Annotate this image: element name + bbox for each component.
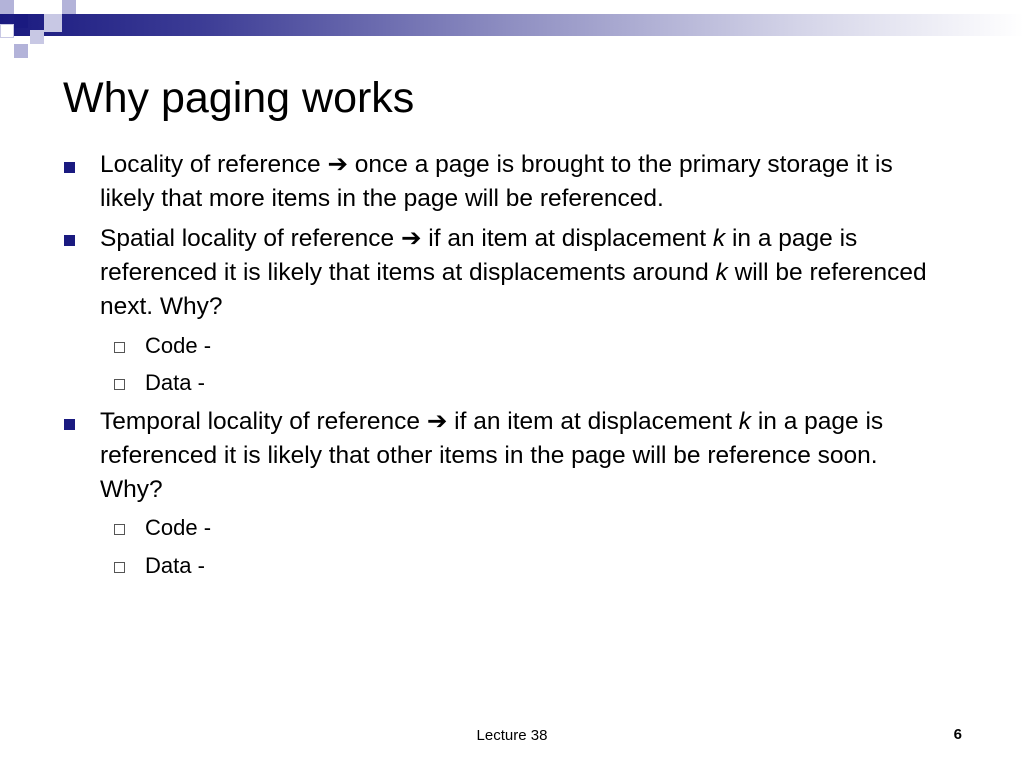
decor-square (14, 44, 28, 58)
sub-bullet: Data - (145, 370, 205, 395)
decor-square (0, 0, 14, 14)
sub-bullet: Data - (145, 553, 205, 578)
decor-square (44, 14, 62, 32)
bullet-square-icon (64, 162, 75, 173)
decor-square (30, 30, 44, 44)
decor-square (62, 0, 76, 14)
bullet-hollow-square-icon (114, 379, 125, 390)
bullet-hollow-square-icon (114, 562, 125, 573)
bullet-spatial-locality: Spatial locality of reference ➔ if an item at displacement k in a page is referenced it is likely that items at displacements around k will be referenced next. Why? (100, 225, 927, 320)
slide-number: 6 (953, 726, 962, 743)
footer-lecture: Lecture 38 (476, 727, 548, 744)
bullet-square-icon (64, 235, 75, 246)
right-arrow-icon: ➔ (327, 151, 348, 178)
header-banner (0, 14, 1024, 36)
right-arrow-icon: ➔ (426, 408, 448, 435)
sub-bullet: Code - (145, 515, 212, 540)
bullet-square-icon (64, 419, 75, 430)
bullet-hollow-square-icon (114, 524, 125, 535)
slide-title: Why paging works (63, 74, 415, 122)
sub-bullet: Code - (145, 333, 212, 358)
right-arrow-icon: ➔ (400, 225, 422, 252)
decor-square (14, 14, 28, 28)
decor-square (0, 24, 14, 38)
bullet-hollow-square-icon (114, 342, 125, 353)
bullet-locality: Locality of reference ➔ once a page is brought to the primary storage it is likely that more items in the page will be referenced. (100, 151, 893, 212)
bullet-temporal-locality: Temporal locality of reference ➔ if an item at displacement k in a page is referenced it is likely that other items in the page will be reference soon. Why? (100, 408, 884, 503)
